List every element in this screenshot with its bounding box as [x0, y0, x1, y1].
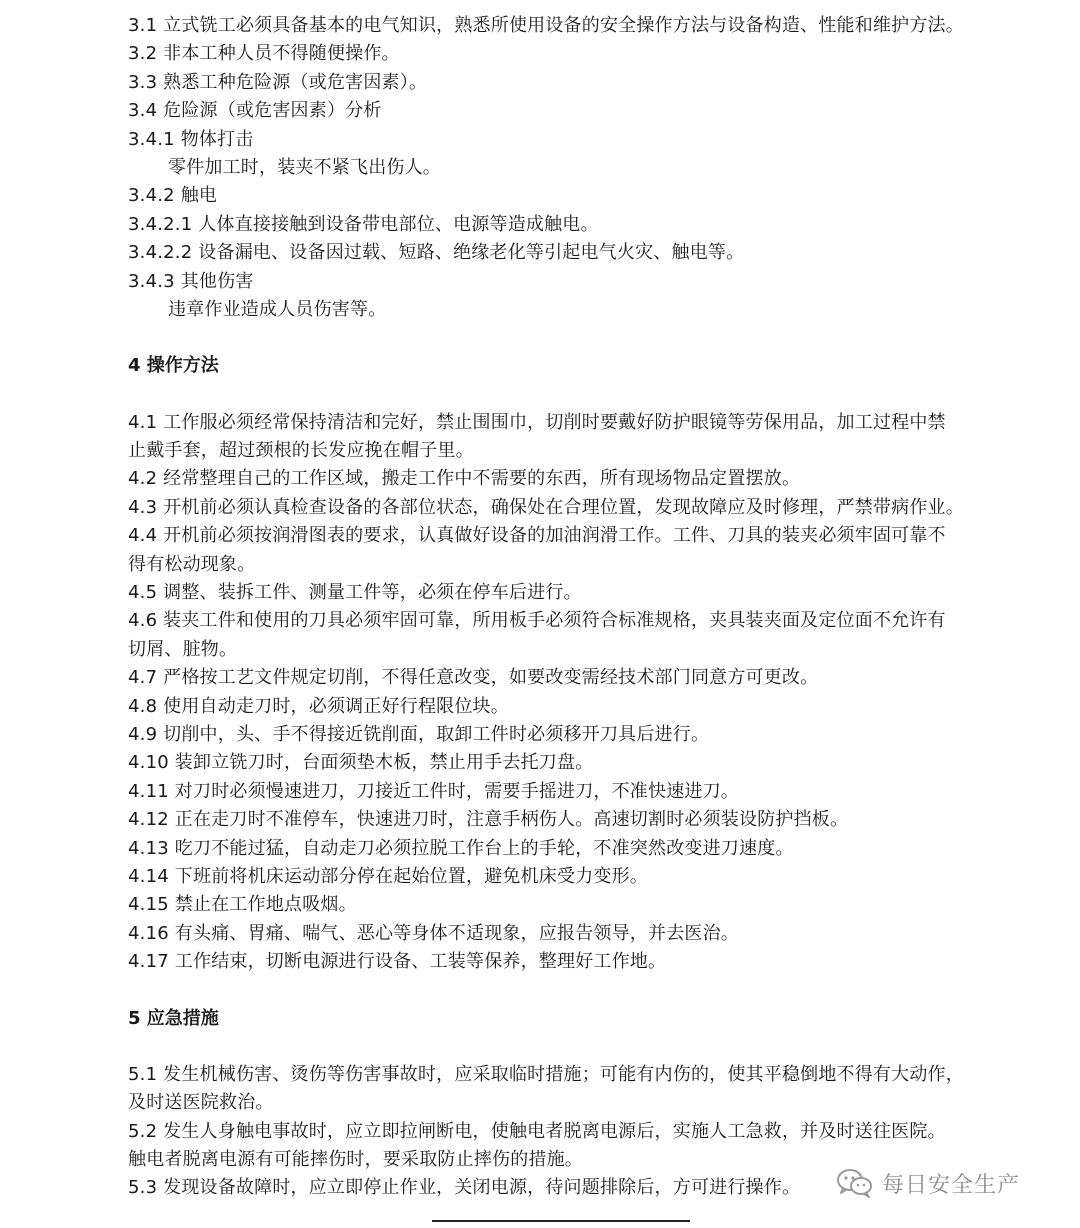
clause-3-4-3-detail: 违章作业造成人员伤害等。	[168, 298, 387, 320]
clause-4-13	[128, 835, 988, 863]
paragraph-line: 4.14 下班前将机床运动部分停在起始位置，避免机床受力变形。	[128, 865, 648, 887]
paragraph-line: 4.3 开机前必须认真检查设备的各部位状态，确保处在合理位置，发现故障应及时修理，严禁带病作业。	[128, 496, 964, 518]
clause-3-4-1: 3.4.1 物体打击	[128, 128, 254, 150]
clause-3-3: 3.3 熟悉工种危险源（或危害因素）。	[128, 71, 428, 93]
watermark	[836, 1165, 1020, 1201]
wechat-icon	[836, 1167, 874, 1199]
clause-4-8	[128, 693, 988, 721]
clause-4-10	[128, 749, 988, 777]
clause-4-1	[128, 409, 988, 466]
clause-5-1	[128, 1061, 988, 1118]
paragraph-line: 切屑、脏物。	[128, 638, 238, 660]
clause-4-2	[128, 465, 988, 493]
paragraph-line: 4.1 工作服必须经常保持清洁和完好，禁止围围巾，切削时要戴好防护眼镜等劳保用品，加工过程中禁	[128, 411, 946, 433]
clause-3-4-2: 3.4.2 触电	[128, 185, 218, 207]
clause-3-2: 3.2 非本工种人员不得随便操作。	[128, 43, 400, 65]
clause-4-17	[128, 948, 988, 976]
clause-4-7	[128, 664, 988, 692]
paragraph-line: 4.8 使用自动走刀时，必须调正好行程限位块。	[128, 695, 509, 717]
paragraph-line: 5.3 发现设备故障时，应立即停止作业，关闭电源，待问题排除后，方可进行操作。	[128, 1177, 801, 1199]
paragraph-line: 4.15 禁止在工作地点吸烟。	[128, 894, 357, 916]
clause-3-4-1-detail: 零件加工时，装夹不紧飞出伤人。	[168, 156, 441, 178]
bottom-divider	[432, 1220, 690, 1222]
clause-4-4	[128, 522, 988, 579]
section-3	[128, 12, 988, 324]
paragraph-line: 4.5 调整、装拆工件、测量工件等，必须在停车后进行。	[128, 582, 582, 604]
clause-3-4-2-1: 3.4.2.1 人体直接接触到设备带电部位、电源等造成触电。	[128, 213, 599, 235]
watermark-text: 每日安全生产	[882, 1172, 1021, 1198]
paragraph-line: 4.4 开机前必须按润滑图表的要求，认真做好设备的加油润滑工作。工件、刀具的装夹必须牢固可靠不	[128, 525, 946, 547]
section-4-heading: 4 操作方法	[128, 355, 219, 377]
clause-4-11	[128, 778, 988, 806]
paragraph-line: 4.6 装夹工件和使用的刀具必须牢固可靠，所用板手必须符合标准规格，夹具装夹面及定位面不允许有	[128, 610, 946, 632]
paragraph-line: 得有松动现象。	[128, 553, 256, 575]
document-body	[128, 12, 988, 1203]
clause-3-4-2-2: 3.4.2.2 设备漏电、设备因过载、短路、绝缘老化等引起电气火灾、触电等。	[128, 242, 745, 264]
paragraph-line: 4.7 严格按工艺文件规定切削，不得任意改变，如要改变需经技术部门同意方可更改。	[128, 667, 819, 689]
paragraph-line: 5.2 发生人身触电事故时，应立即拉闸断电，使触电者脱离电源后，实施人工急救，并及时送往医院。	[128, 1120, 946, 1142]
clause-4-14	[128, 863, 988, 891]
paragraph-line: 4.11 对刀时必须慢速进刀，刀接近工件时，需要手摇进刀，不准快速进刀。	[128, 780, 739, 802]
paragraph-line: 4.13 吃刀不能过猛，自动走刀必须拉脱工作台上的手轮，不准突然改变进刀速度。	[128, 837, 794, 859]
clause-4-3	[128, 494, 988, 522]
paragraph-line: 4.10 装卸立铣刀时，台面须垫木板，禁止用手去托刀盘。	[128, 752, 594, 774]
clause-4-16	[128, 920, 988, 948]
paragraph-line: 4.17 工作结束，切断电源进行设备、工装等保养，整理好工作地。	[128, 951, 667, 973]
section-4-list	[128, 409, 988, 977]
clause-3-1: 3.1 立式铣工必须具备基本的电气知识，熟悉所使用设备的安全操作方法与设备构造、性能和维护方法。	[128, 15, 964, 36]
clause-4-9	[128, 721, 988, 749]
paragraph-line: 触电者脱离电源有可能摔伤时，要采取防止摔伤的措施。	[128, 1149, 583, 1171]
paragraph-line: 4.16 有头痛、胃痛、喘气、恶心等身体不适现象，应报告领导，并去医治。	[128, 922, 739, 944]
paragraph-line: 及时送医院救治。	[128, 1092, 274, 1114]
paragraph-line: 5.1 发生机械伤害、烫伤等伤害事故时，应采取临时措施；可能有内伤的，使其平稳倒地不得有大动作，	[128, 1063, 964, 1085]
section-5-heading: 5 应急措施	[128, 1007, 219, 1029]
clause-4-6	[128, 607, 988, 664]
paragraph-line: 4.2 经常整理自己的工作区域，搬走工作中不需要的东西，所有现场物品定置摆放。	[128, 468, 801, 490]
clause-3-4: 3.4 危险源（或危害因素）分析	[128, 100, 382, 122]
clause-3-4-3: 3.4.3 其他伤害	[128, 270, 254, 292]
clause-4-12	[128, 806, 988, 834]
paragraph-line: 4.12 正在走刀时不准停车，快速进刀时，注意手柄伤人。高速切割时必须装设防护挡板。	[128, 809, 849, 831]
clause-4-5	[128, 579, 988, 607]
paragraph-line: 止戴手套，超过颈根的长发应挽在帽子里。	[128, 440, 474, 462]
paragraph-line: 4.9 切削中，头、手不得接近铣削面，取卸工件时必须移开刀具后进行。	[128, 723, 710, 745]
clause-4-15	[128, 891, 988, 919]
